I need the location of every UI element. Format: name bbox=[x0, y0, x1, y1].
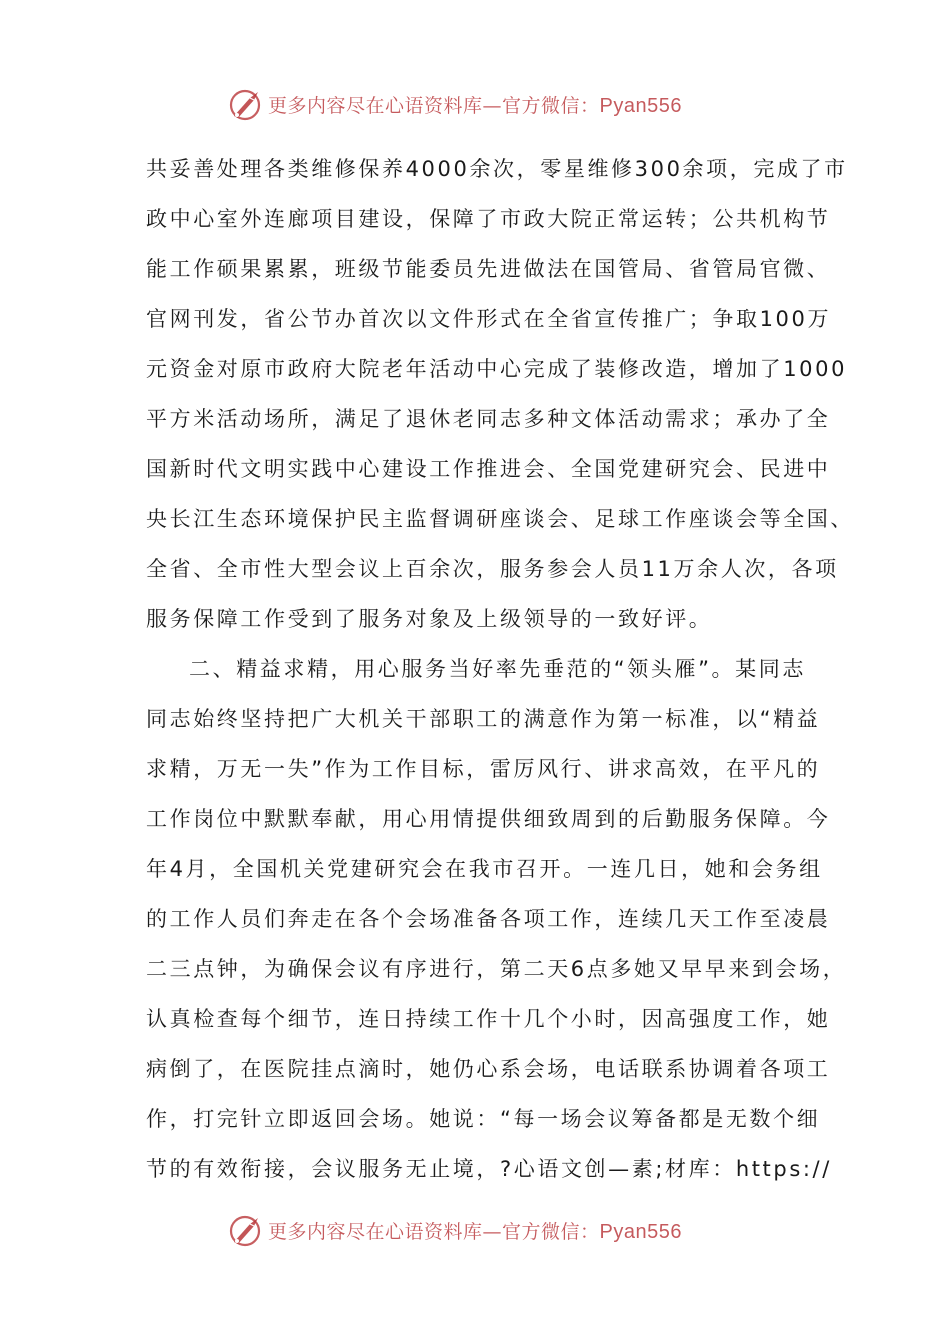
text-line: 节的有效衔接，会议服务无止境，?心语文创—素;材库：https:// bbox=[146, 1157, 832, 1181]
text-line: 同志始终坚持把广大机关干部职工的满意作为第一标准，以“精益 bbox=[146, 707, 821, 731]
text-line: 官网刊发，省公节办首次以文件形式在全省宣传推广；争取100万 bbox=[146, 307, 832, 331]
text-line: 共妥善处理各类维修保养4000余次，零星维修300余项，完成了市 bbox=[146, 157, 848, 181]
text-line: 服务保障工作受到了服务对象及上级领导的一致好评。 bbox=[146, 607, 713, 631]
watermark-text: 更多内容尽在心语资料库—官方微信：Pyan556 bbox=[268, 1220, 682, 1243]
text-line: 工作岗位中默默奉献，用心用情提供细致周到的后勤服务保障。今 bbox=[146, 807, 831, 831]
text-line: 的工作人员们奔走在各个会场准备各项工作，连续几天工作至凌晨 bbox=[146, 907, 831, 931]
text-line: 央长江生态环境保护民主监督调研座谈会、足球工作座谈会等全国、 bbox=[146, 507, 854, 531]
text-line: 年4月，全国机关党建研究会在我市召开。一连几日，她和会务组 bbox=[146, 857, 823, 881]
text-line: 二三点钟，为确保会议有序进行，第二天6点多她又早早来到会场， bbox=[146, 957, 847, 981]
watermark-header bbox=[228, 84, 728, 124]
text-line: 国新时代文明实践中心建设工作推进会、全国党建研究会、民进中 bbox=[146, 457, 831, 481]
text-line: 全省、全市性大型会议上百余次，服务参会人员11万余人次，各项 bbox=[146, 557, 839, 581]
section-heading-line: 二、精益求精，用心服务当好率先垂范的“领头雁”。某同志 bbox=[189, 657, 806, 681]
text-line: 病倒了，在医院挂点滴时，她仍心系会场，电话联系协调着各项工 bbox=[146, 1057, 831, 1081]
watermark-footer bbox=[228, 1210, 728, 1250]
text-line: 元资金对原市政府大院老年活动中心完成了装修改造，增加了1000 bbox=[146, 357, 848, 381]
document-body bbox=[146, 146, 854, 1196]
pen-nib-logo-icon bbox=[228, 86, 264, 122]
text-line: 认真检查每个细节，连日持续工作十几个小时，因高强度工作，她 bbox=[146, 1007, 831, 1031]
text-line: 作，打完针立即返回会场。她说：“每一场会议筹备都是无数个细 bbox=[146, 1107, 821, 1131]
text-line: 平方米活动场所，满足了退休老同志多种文体活动需求；承办了全 bbox=[146, 407, 831, 431]
text-line: 求精，万无一失”作为工作目标，雷厉风行、讲求高效，在平凡的 bbox=[146, 757, 821, 781]
text-line: 政中心室外连廊项目建设，保障了市政大院正常运转；公共机构节 bbox=[146, 207, 831, 231]
pen-nib-logo-icon bbox=[228, 1212, 264, 1248]
text-line: 能工作硕果累累，班级节能委员先进做法在国管局、省管局官微、 bbox=[146, 257, 831, 281]
watermark-text: 更多内容尽在心语资料库—官方微信：Pyan556 bbox=[268, 94, 682, 117]
